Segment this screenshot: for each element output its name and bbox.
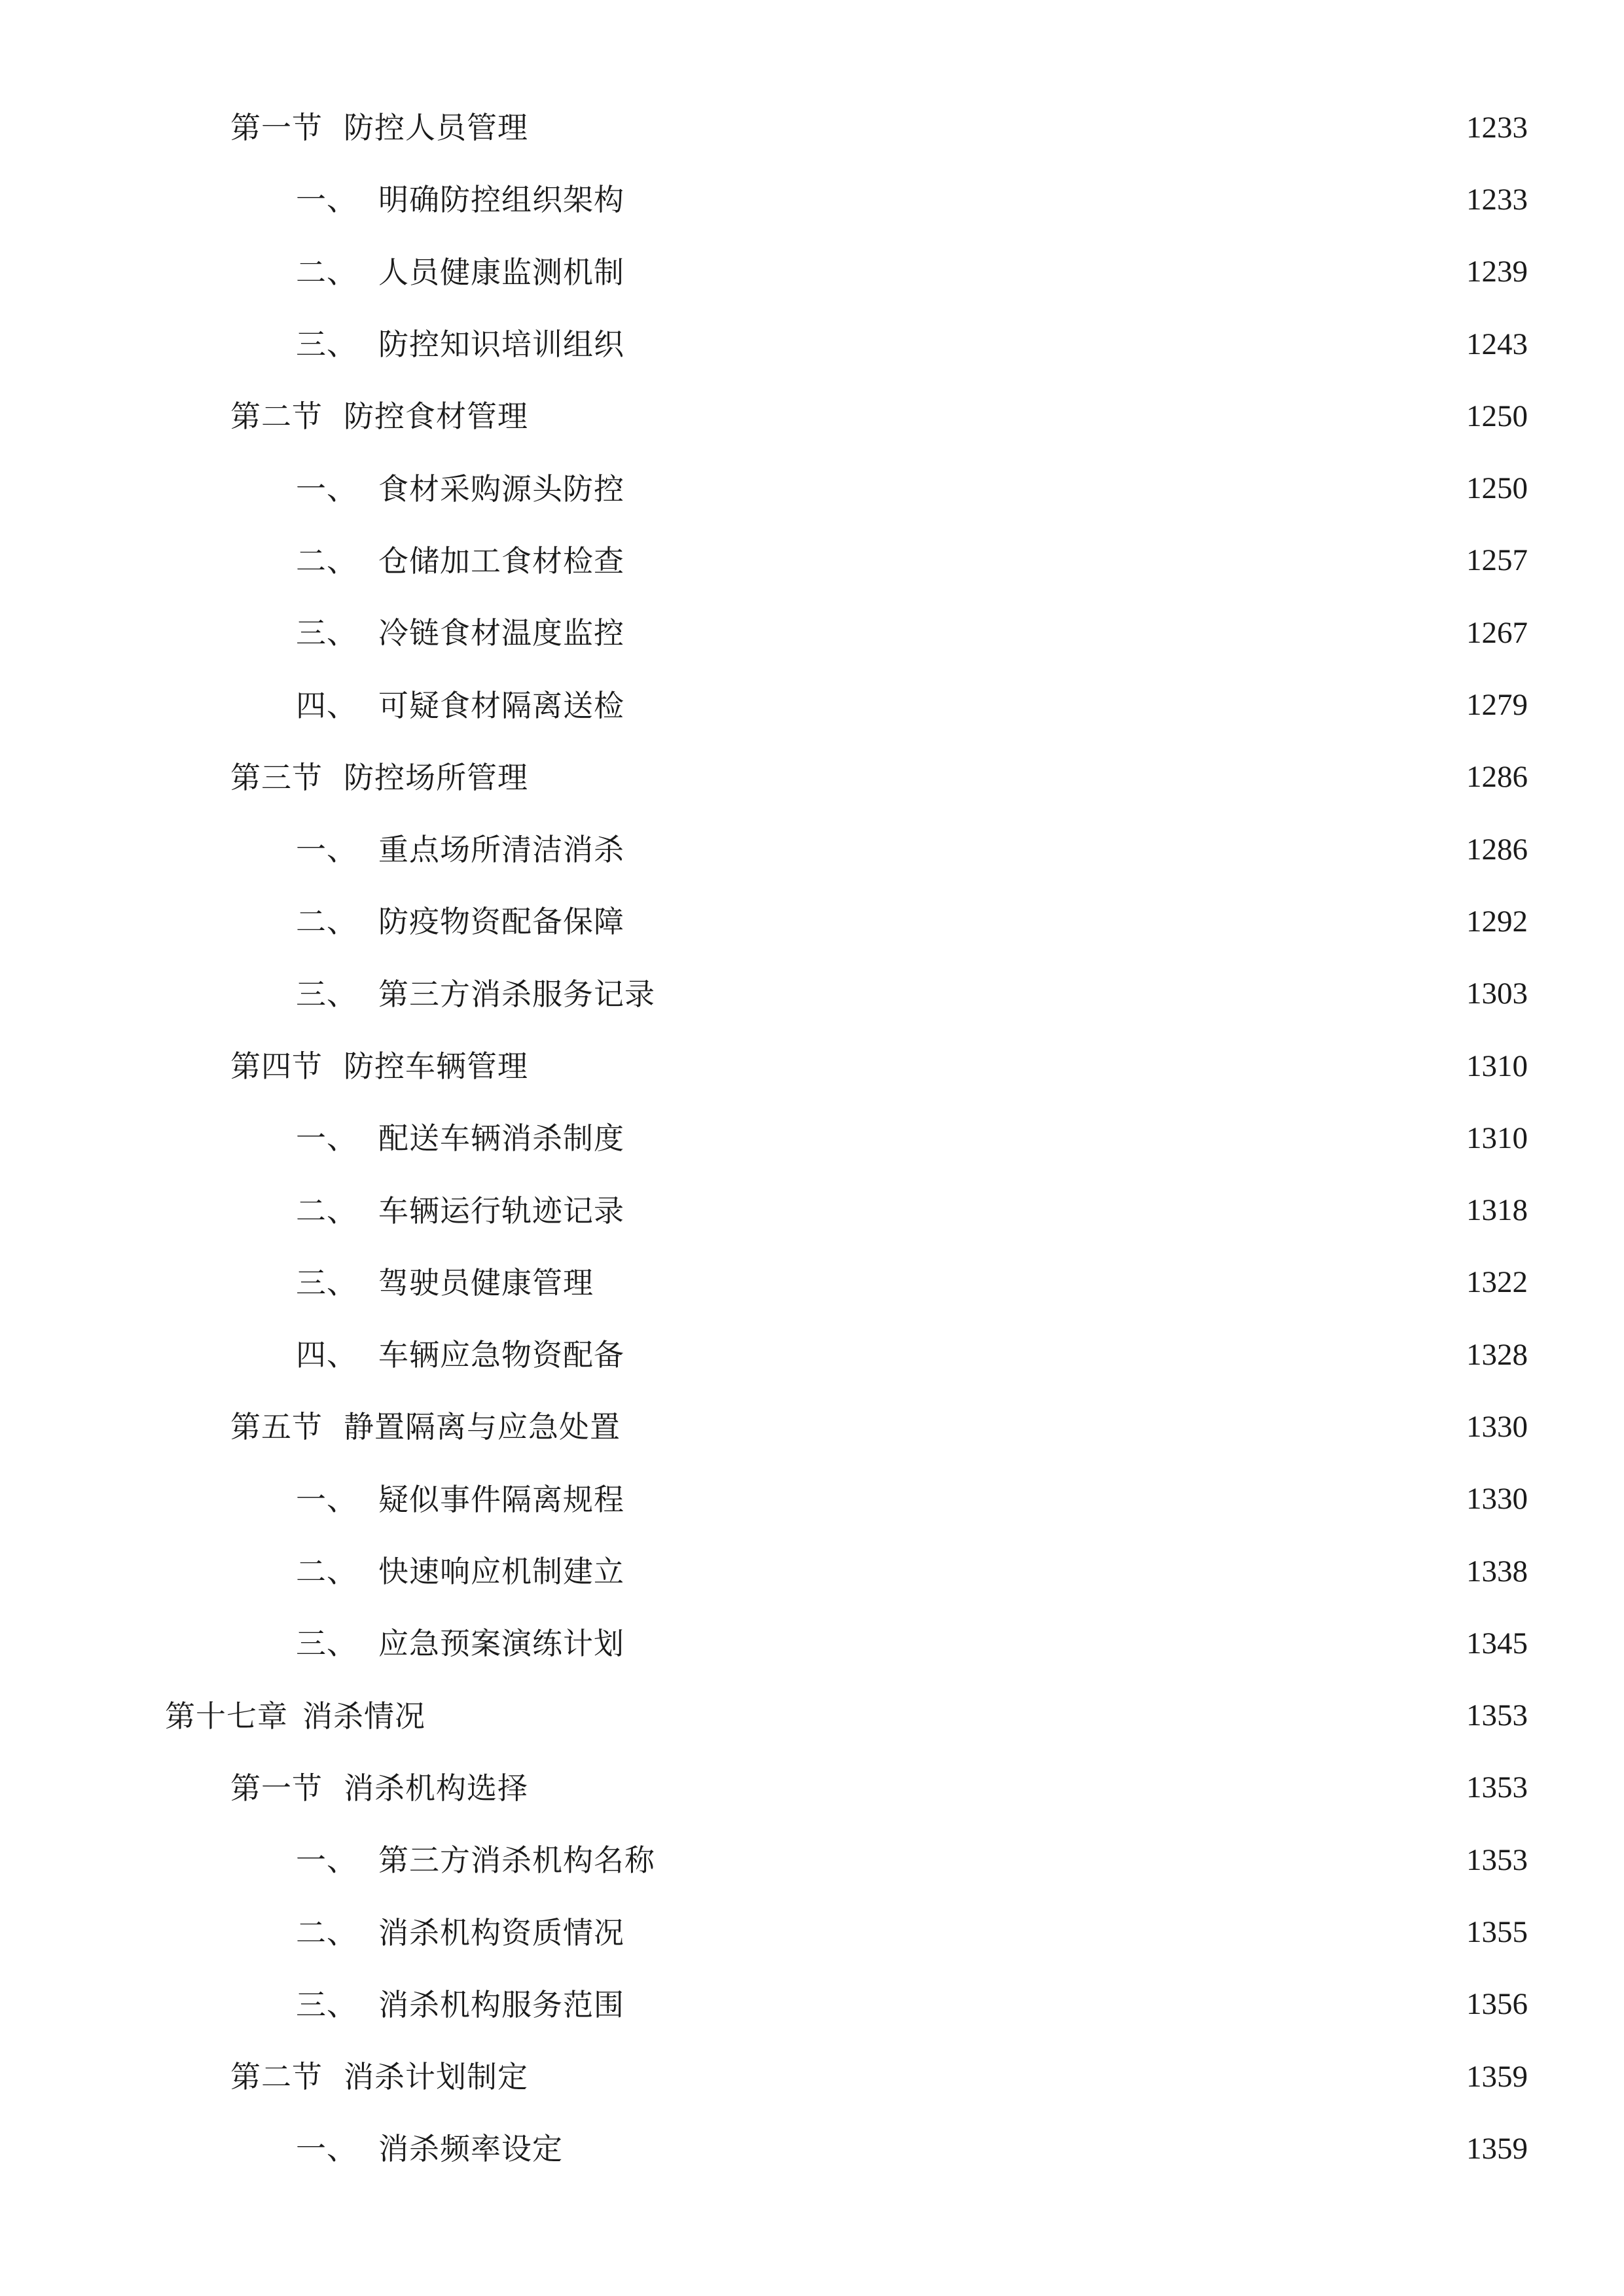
dot-leader — [634, 1123, 1454, 1153]
toc-entry-page-number: 1353 — [1466, 1698, 1528, 1733]
dot-leader — [634, 329, 1454, 359]
dot-leader — [634, 618, 1454, 648]
toc-entry-item[interactable] — [0, 1102, 1624, 1174]
toc-entry-title: 人员健康监测机制 — [378, 254, 624, 290]
toc-entry-page-number: 1359 — [1466, 2059, 1528, 2094]
toc-entry-number: 第一节 — [230, 1770, 323, 1806]
toc-entry-number: 第一节 — [230, 110, 323, 146]
toc-entry-number: 第十七章 — [165, 1698, 288, 1734]
toc-entry-section[interactable] — [0, 742, 1624, 814]
toc-entry-page-number: 1322 — [1466, 1265, 1528, 1300]
dot-leader — [537, 401, 1454, 431]
toc-entry-title: 防控食材管理 — [344, 399, 528, 435]
toc-entry-page-number: 1239 — [1466, 255, 1528, 289]
toc-entry-number: 三、 — [296, 1626, 357, 1662]
toc-entry-number: 四、 — [296, 687, 357, 723]
toc-entry-item[interactable] — [0, 308, 1624, 380]
toc-entry-page-number: 1250 — [1466, 471, 1528, 506]
toc-entry-title: 驾驶员健康管理 — [378, 1265, 594, 1300]
dot-leader — [537, 762, 1454, 793]
toc-entry-number: 三、 — [296, 1265, 357, 1300]
toc-entry-title: 明确防控组织架构 — [378, 182, 624, 218]
dot-leader — [634, 1484, 1454, 1515]
toc-entry-item[interactable] — [0, 164, 1624, 236]
toc-entry-page-number: 1359 — [1466, 2131, 1528, 2166]
toc-entry-page-number: 1292 — [1466, 904, 1528, 939]
toc-entry-page-number: 1286 — [1466, 832, 1528, 867]
toc-entry-page-number: 1267 — [1466, 615, 1528, 650]
toc-entry-item[interactable] — [0, 814, 1624, 886]
toc-entry-title: 疑似事件隔离规程 — [378, 1481, 624, 1517]
toc-entry-title: 仓储加工食材检查 — [378, 543, 624, 579]
dot-leader — [537, 1773, 1454, 1803]
toc-entry-title: 重点场所清洁消杀 — [378, 832, 624, 868]
toc-entry-title: 车辆运行轨迹记录 — [378, 1193, 624, 1229]
toc-entry-page-number: 1250 — [1466, 399, 1528, 433]
toc-entry-page-number: 1233 — [1466, 182, 1528, 217]
toc-entry-number: 一、 — [296, 1121, 357, 1157]
dot-leader — [664, 979, 1454, 1009]
toc-entry-section[interactable] — [0, 1752, 1624, 1824]
toc-entry-number: 第四节 — [230, 1049, 323, 1084]
toc-entry-number: 第二节 — [230, 2059, 323, 2095]
dot-leader — [634, 546, 1454, 576]
toc-entry-item[interactable] — [0, 1463, 1624, 1535]
toc-entry-number: 一、 — [296, 1481, 357, 1517]
table-of-contents — [0, 92, 1624, 2185]
toc-entry-page-number: 1345 — [1466, 1626, 1528, 1660]
toc-entry-title: 防控人员管理 — [344, 110, 528, 146]
toc-entry-page-number: 1355 — [1466, 1915, 1528, 1950]
toc-entry-title: 防控场所管理 — [344, 759, 528, 795]
toc-entry-title: 快速响应机制建立 — [378, 1554, 624, 1590]
toc-entry-title: 可疑食材隔离送检 — [378, 687, 624, 723]
toc-entry-title: 消杀机构资质情况 — [378, 1914, 624, 1950]
toc-entry-page-number: 1353 — [1466, 1770, 1528, 1805]
toc-entry-section[interactable] — [0, 380, 1624, 452]
toc-entry-number: 一、 — [296, 182, 357, 218]
toc-entry-item[interactable] — [0, 958, 1624, 1030]
dot-leader — [634, 1628, 1454, 1659]
toc-entry-title: 防控知识培训组织 — [378, 327, 624, 363]
toc-entry-page-number: 1257 — [1466, 543, 1528, 578]
dot-leader — [537, 1051, 1454, 1081]
toc-entry-title: 消杀机构服务范围 — [378, 1986, 624, 2022]
toc-entry-number: 三、 — [296, 327, 357, 363]
toc-entry-item[interactable] — [0, 1174, 1624, 1246]
toc-entry-page-number: 1310 — [1466, 1121, 1528, 1155]
toc-entry-title: 冷链食材温度监控 — [378, 615, 624, 651]
toc-entry-page-number: 1328 — [1466, 1337, 1528, 1372]
toc-entry-number: 三、 — [296, 615, 357, 651]
dot-leader — [603, 1268, 1454, 1298]
toc-entry-item[interactable] — [0, 1969, 1624, 2041]
dot-leader — [634, 691, 1454, 721]
toc-entry-page-number: 1330 — [1466, 1482, 1528, 1516]
dot-leader — [537, 2062, 1454, 2092]
toc-entry-number: 一、 — [296, 1842, 357, 1878]
toc-entry-number: 第二节 — [230, 399, 323, 435]
toc-entry-chapter[interactable] — [0, 1680, 1624, 1752]
toc-entry-title: 防疫物资配备保障 — [378, 904, 624, 940]
toc-entry-number: 二、 — [296, 543, 357, 579]
toc-entry-page-number: 1286 — [1466, 760, 1528, 795]
toc-entry-number: 一、 — [296, 2131, 357, 2167]
toc-entry-page-number: 1279 — [1466, 688, 1528, 723]
dot-leader — [664, 1845, 1454, 1875]
toc-entry-item[interactable] — [0, 1535, 1624, 1607]
dot-leader — [634, 1196, 1454, 1226]
dot-leader — [435, 1701, 1454, 1731]
toc-entry-page-number: 1330 — [1466, 1409, 1528, 1444]
toc-entry-item[interactable] — [0, 1824, 1624, 1896]
toc-entry-item[interactable] — [0, 886, 1624, 958]
toc-entry-item[interactable] — [0, 236, 1624, 308]
dot-leader — [634, 257, 1454, 287]
toc-entry-section[interactable] — [0, 92, 1624, 164]
toc-entry-item[interactable] — [0, 525, 1624, 597]
toc-entry-number: 一、 — [296, 471, 357, 507]
toc-entry-title: 车辆应急物资配备 — [378, 1337, 624, 1373]
toc-entry-page-number: 1318 — [1466, 1193, 1528, 1228]
toc-entry-page-number: 1310 — [1466, 1049, 1528, 1083]
toc-entry-page-number: 1356 — [1466, 1987, 1528, 2022]
dot-leader — [634, 185, 1454, 215]
toc-entry-item[interactable] — [0, 1896, 1624, 1968]
dot-leader — [634, 1918, 1454, 1948]
dot-leader — [634, 834, 1454, 865]
toc-entry-number: 一、 — [296, 832, 357, 868]
toc-entry-title: 防控车辆管理 — [344, 1049, 528, 1084]
toc-entry-number: 二、 — [296, 1914, 357, 1950]
dot-leader — [634, 1990, 1454, 2020]
toc-entry-number: 二、 — [296, 1554, 357, 1590]
toc-entry-section[interactable] — [0, 2041, 1624, 2113]
toc-entry-section[interactable] — [0, 1030, 1624, 1102]
toc-entry-title: 应急预案演练计划 — [378, 1626, 624, 1662]
toc-entry-title: 第三方消杀机构名称 — [378, 1842, 655, 1878]
toc-entry-number: 二、 — [296, 904, 357, 940]
toc-entry-item[interactable] — [0, 2113, 1624, 2185]
dot-leader — [630, 1412, 1454, 1442]
toc-entry-page-number: 1338 — [1466, 1554, 1528, 1588]
toc-entry-number: 三、 — [296, 976, 357, 1012]
toc-entry-title: 静置隔离与应急处置 — [344, 1409, 621, 1445]
toc-entry-title: 配送车辆消杀制度 — [378, 1121, 624, 1157]
toc-entry-number: 第三节 — [230, 759, 323, 795]
toc-entry-title: 消杀计划制定 — [344, 2059, 528, 2095]
toc-entry-number: 二、 — [296, 254, 357, 290]
dot-leader — [634, 1340, 1454, 1370]
toc-entry-section[interactable] — [0, 1391, 1624, 1463]
toc-entry-title: 消杀机构选择 — [344, 1770, 528, 1806]
toc-entry-page-number: 1243 — [1466, 327, 1528, 361]
toc-entry-item[interactable] — [0, 452, 1624, 524]
toc-entry-number: 第五节 — [230, 1409, 323, 1445]
dot-leader — [537, 113, 1454, 143]
toc-entry-title: 消杀情况 — [302, 1698, 425, 1734]
toc-entry-item[interactable] — [0, 1607, 1624, 1679]
dot-leader — [634, 906, 1454, 937]
dot-leader — [634, 474, 1454, 504]
toc-entry-item[interactable] — [0, 1247, 1624, 1319]
dot-leader — [634, 1556, 1454, 1587]
toc-entry-item[interactable] — [0, 1319, 1624, 1391]
toc-entry-item[interactable] — [0, 597, 1624, 669]
toc-entry-page-number: 1303 — [1466, 977, 1528, 1011]
toc-entry-item[interactable] — [0, 669, 1624, 741]
toc-entry-page-number: 1353 — [1466, 1842, 1528, 1877]
dot-leader — [572, 2134, 1454, 2164]
toc-entry-title: 第三方消杀服务记录 — [378, 976, 655, 1012]
toc-entry-title: 消杀频率设定 — [378, 2131, 563, 2167]
toc-entry-number: 四、 — [296, 1337, 357, 1373]
toc-entry-number: 二、 — [296, 1193, 357, 1229]
toc-entry-page-number: 1233 — [1466, 110, 1528, 145]
toc-entry-number: 三、 — [296, 1986, 357, 2022]
toc-entry-title: 食材采购源头防控 — [378, 471, 624, 507]
